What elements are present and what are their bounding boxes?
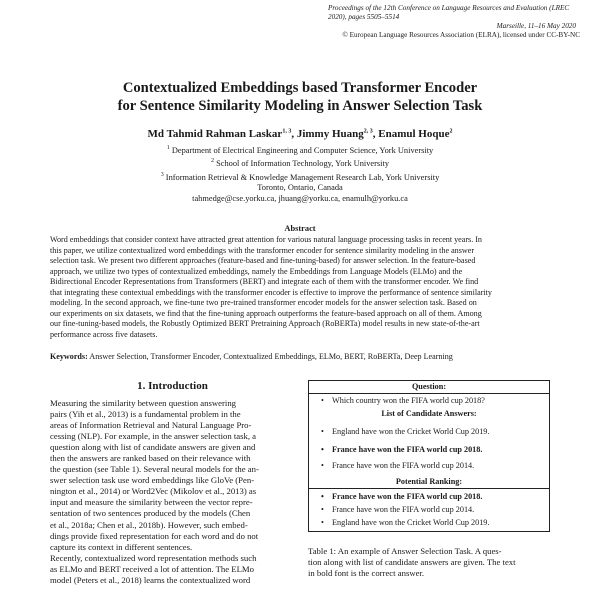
author-affil-sup: 1, 3 xyxy=(282,128,292,135)
question-item: • Which country won the FIFA world cup 2018? xyxy=(321,396,485,405)
title-line-2: for Sentence Similarity Modeling in Answer Selection Task xyxy=(117,97,483,114)
author-name: Md Tahmid Rahman Laskar xyxy=(147,128,283,140)
bullet-icon: • xyxy=(321,396,324,405)
intro-line: then the answers are ranked based on their relevance with xyxy=(50,453,251,464)
caption-line: Table 1: An example of Answer Selection Task. A ques- xyxy=(308,546,502,556)
ranking-item: • France have won the FIFA world cup 2014. xyxy=(321,505,475,514)
abstract-line: this paper, we utilize contextualized word embeddings with the transformer encoder for sentence similarity modeling in the answer xyxy=(50,245,475,255)
question-heading: Question: xyxy=(411,382,447,391)
ranking-item: • England have won the Cricket World Cup 2019. xyxy=(321,518,490,527)
affiliation: $^2$ School of Information Technology, York University xyxy=(210,158,390,169)
abstract-heading: Abstract xyxy=(284,224,316,233)
abstract-line: Word embeddings that consider context have attracted great attention for various natural language processing tasks in recent years. In xyxy=(50,235,482,244)
abstract-line: selection task. We present two different approaches (feature-based and fine-tuning-based) for answer selection. In the feature-based xyxy=(50,256,476,265)
bullet-icon: • xyxy=(321,505,324,514)
abstract-line: approach, we utilize two types of contextualized embeddings, namely the Embeddings from Language Models (ELMo) and the xyxy=(50,266,463,276)
keywords xyxy=(50,352,550,363)
abstract-line: Bidirectional Encoder Representations from Transformers (BERT) and integrate each of them with the transformer encoder. We find xyxy=(50,277,479,286)
intro-line: pairs (Yih et al., 2013) is a fundamental problem in the xyxy=(50,409,241,420)
intro-body xyxy=(50,398,295,586)
author-name: Enamul Hoque xyxy=(378,128,450,140)
caption-line: in bold font is the correct answer. xyxy=(308,568,425,578)
affiliations xyxy=(0,143,600,204)
example-table xyxy=(308,380,550,532)
intro-line: model (Peters et al., 2018) learns the contextualized word xyxy=(50,574,251,585)
abstract-line: our fine-tuning-based models, the Robustly Optimized BERT Pretraining Approach (RoBERTa) model results in new state-of-the-art xyxy=(50,319,480,328)
abstract-line: our experiments on six datasets, we find that the fine-tuning approach outperforms the feature-based approach on all of them. Among xyxy=(50,308,482,318)
intro-line: question along with list of candidate answers are given and xyxy=(50,442,256,453)
abstract-line: that integrating these contextual embeddings with the transformer encoder is effective to improve the performance of sentence similarity xyxy=(50,287,492,297)
intro-line: capture its context in different sentences. xyxy=(50,541,193,552)
author-affil-sup: 2 xyxy=(449,128,453,135)
affiliation: $^1$ Department of Electrical Engineering and Computer Science, York University xyxy=(166,145,434,155)
intro-line: sentation of two sentences produced by the models (Chen xyxy=(50,508,251,519)
table-divider xyxy=(309,393,549,394)
affiliation: $^3$ Information Retrieval & Knowledge Management Research Lab, York University xyxy=(160,171,440,182)
intro-line: input and measure the similarity between the vector repre- xyxy=(50,497,253,508)
author-list: Md Tahmid Rahman Laskar$^{1, 3}$, Jimmy Huang$^{2, 3}$, Enamul Hoque$^2$ xyxy=(147,128,453,140)
ranking-item-correct: • France have won the FIFA world cup 2018. xyxy=(321,492,483,501)
table-caption xyxy=(308,546,550,579)
candidate-item: • France have won the FIFA world cup 2014. xyxy=(321,461,475,470)
intro-line: nington et al., 2014) or Word2Vec (Mikolov et al., 2013) as xyxy=(50,486,257,497)
intro-line: et al., 2018a; Chen et al., 2018b). However, such embed- xyxy=(50,519,248,530)
proceedings-header xyxy=(328,4,580,40)
intro-line: as ELMo and BERT received a lot of attention. The ELMo xyxy=(50,563,254,574)
candidate-item: • England have won the Cricket World Cup 2019. xyxy=(321,427,490,436)
intro-line: dings provide fixed representation for each word and do not xyxy=(50,530,259,541)
intro-line: cessing (NLP). For example, in the answer selection task, a xyxy=(50,431,257,442)
header-line-2: Marseille, 11–16 May 2020 xyxy=(496,22,576,30)
section-heading-introduction: 1. Introduction xyxy=(137,380,208,392)
table-divider xyxy=(309,488,549,489)
intro-line: Measuring the similarity between question answering xyxy=(50,398,237,408)
author-name: Jimmy Huang xyxy=(296,128,364,140)
bullet-icon: • xyxy=(321,427,324,436)
keywords-label: Keywords: xyxy=(50,352,88,361)
bullet-icon: • xyxy=(321,445,324,454)
intro-line: swer selection task use word embeddings like GloVe (Pen- xyxy=(50,475,255,486)
keywords-text: Answer Selection, Transformer Encoder, Contextualized Embeddings, ELMo, BERT, RoBERTa, Deep Learning xyxy=(89,352,453,361)
intro-line: the question (see Table 1). Several neural models for the an- xyxy=(50,464,259,475)
bullet-icon: • xyxy=(321,492,324,501)
emails: tahmedge@cse.yorku.ca, jhuang@yorku.ca, enamulh@yorku.ca xyxy=(192,193,408,203)
header-line-1: Proceedings of the 12th Conference on Language Resources and Evaluation (LREC 2020), pages 5505–5514 xyxy=(328,4,570,21)
abstract-line: performance across five datasets. xyxy=(50,329,158,339)
candidate-item-correct: • France have won the FIFA world cup 2018. xyxy=(321,445,483,454)
author-affil-sup: 2, 3 xyxy=(363,128,373,135)
caption-line: tion along with list of candidate answers are given. The text xyxy=(308,557,516,567)
location: Toronto, Ontario, Canada xyxy=(257,183,343,193)
intro-line: Recently, contextualized word representation methods such xyxy=(50,552,257,563)
intro-line: areas of Information Retrieval and Natural Language Pro- xyxy=(50,420,252,431)
ranking-heading: Potential Ranking: xyxy=(395,477,463,486)
paper-title xyxy=(0,80,600,115)
header-line-3: © European Language Resources Association (ELRA), licensed under CC-BY-NC xyxy=(342,31,580,39)
bullet-icon: • xyxy=(321,461,324,470)
title-line-1: Contextualized Embeddings based Transformer Encoder xyxy=(122,80,478,96)
bullet-icon: • xyxy=(321,518,324,527)
candidates-heading: List of Candidate Answers: xyxy=(381,409,477,418)
abstract-line: modeling. In the second approach, we fine-tune two pre-trained transformer encoder models for the answer selection task. Based on xyxy=(50,298,477,307)
abstract-body xyxy=(50,235,550,340)
